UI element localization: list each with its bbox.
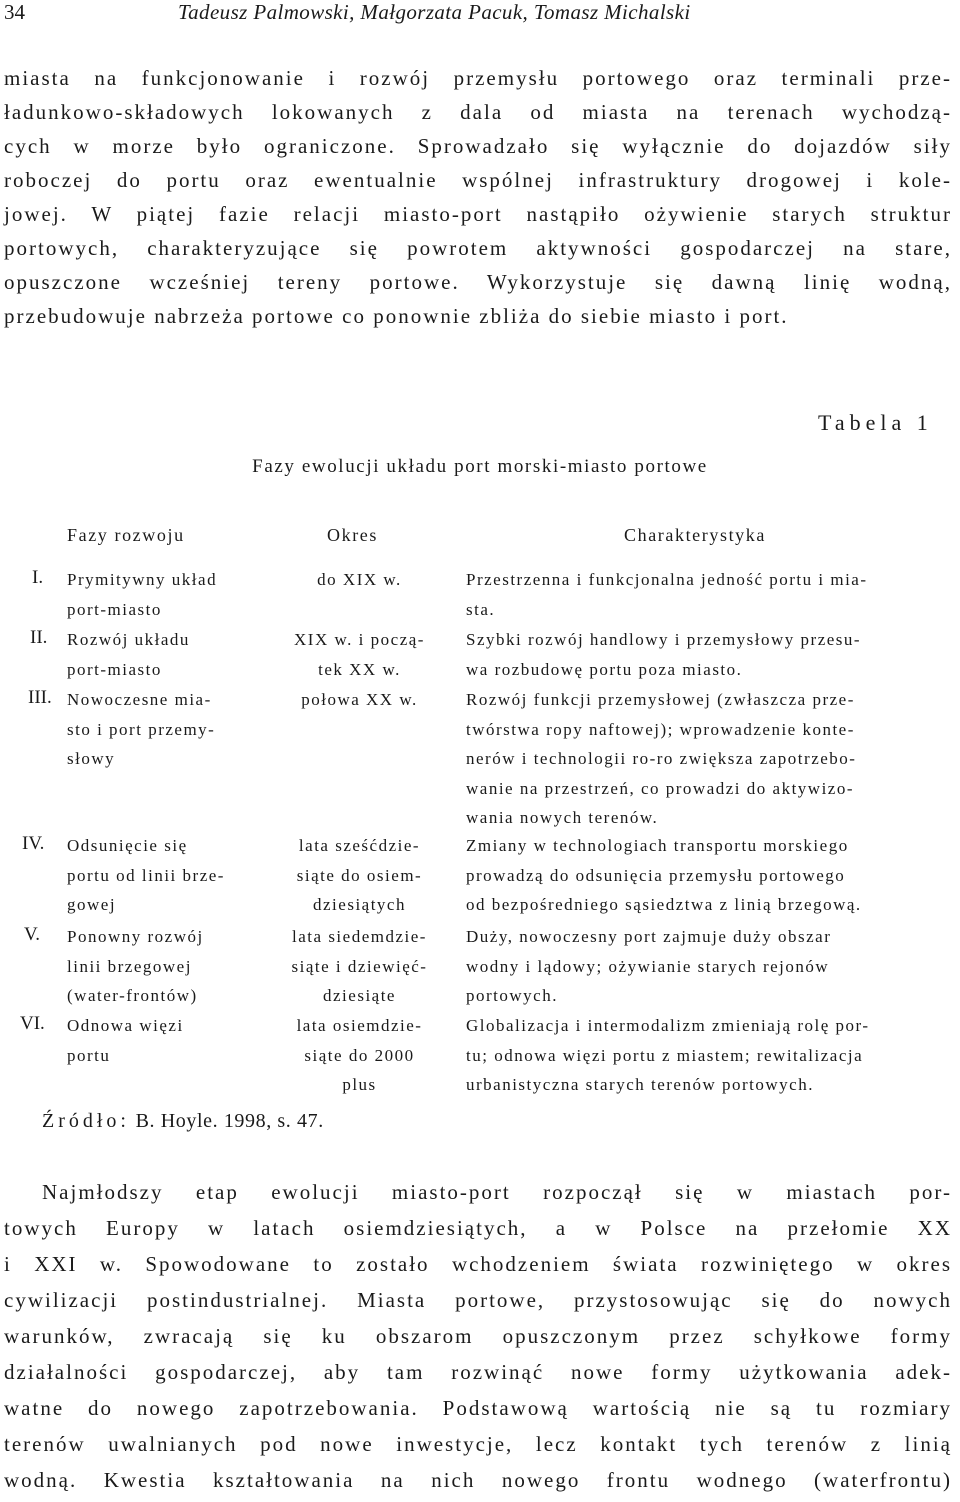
text-line: terenów uwalnianych pod nowe inwestycje, lecz kontakt tych terenów z linią — [4, 1432, 952, 1456]
text-line: wodną. Kwestia kształtowania na nich nowego frontu wodnego (waterfrontu) — [4, 1468, 952, 1492]
column-header-faza: Fazy rozwoju — [67, 525, 185, 545]
page-header — [0, 0, 960, 30]
cell-line: Rozwój układu — [67, 630, 190, 649]
cell-line: portowych. — [466, 986, 558, 1005]
cell-charakterystyka — [466, 625, 950, 684]
cell-line: słowy — [67, 749, 116, 768]
cell-line: Odsunięcie się — [67, 836, 188, 855]
cell-line: lata sześćdzie- — [298, 836, 421, 855]
text-line: działalności gospodarczej, aby tam rozwinąć nowe formy użytkowania adek- — [4, 1360, 952, 1384]
cell-line: Prymitywny układ — [67, 570, 218, 589]
cell-line: wanie na przestrzeń, co prowadzi do aktywizo- — [466, 778, 855, 798]
cell-line: gowej — [67, 895, 117, 914]
cell-okres — [262, 565, 457, 595]
cell-line: (water-frontów) — [67, 986, 198, 1005]
text-line: towych Europy w latach osiemdziesiątych, a w Polsce na przełomie XX — [4, 1216, 952, 1240]
text-line: cych w morze było ograniczone. Sprowadzało się wyłącznie do dojazdów siły — [4, 134, 952, 158]
cell-line: Globalizacja i intermodalizm zmieniają rolę por- — [466, 1016, 870, 1035]
table-label: Tabela 1 — [818, 410, 933, 435]
text-line: jowej. W piątej fazie relacji miasto-port nastąpiło ożywienie starych struktur — [4, 202, 952, 226]
text-line: roboczej do portu oraz ewentualnie wspólnej infrastruktury drogowej i kole- — [4, 168, 952, 192]
cell-line: Nowoczesne mia- — [67, 690, 212, 709]
text-line: przebudowuje nabrzeża portowe co ponownie zbliża do siebie miasto i port. — [4, 304, 789, 328]
cell-okres — [262, 831, 457, 920]
column-header-charakterystyka: Charakterystyka — [624, 525, 766, 545]
cell-line: twórstwa ropy naftowej); wprowadzenie konte- — [466, 719, 855, 739]
text-line: ładunkowo-składowych lokowanych z dala od miasta na terenach wychodzą- — [4, 100, 952, 124]
cell-line: do XIX w. — [317, 570, 402, 589]
cell-line: Szybki rozwój handlowy i przemysłowy przesu- — [466, 630, 862, 649]
cell-line: siąte do osiem- — [296, 865, 423, 885]
table-source — [42, 1110, 324, 1133]
cell-okres — [262, 685, 457, 715]
cell-line: Odnowa więzi — [67, 1016, 184, 1035]
column-header-okres: Okres — [327, 525, 378, 545]
text-line: miasta na funkcjonowanie i rozwój przemysłu portowego oraz terminali prze- — [4, 66, 952, 90]
cell-line: Zmiany w technologiach transportu morskiego — [466, 836, 849, 855]
row-number: II. — [30, 627, 48, 648]
running-head-authors: Tadeusz Palmowski, Małgorzata Pacuk, Tomasz Michalski — [178, 0, 691, 24]
cell-charakterystyka — [466, 831, 950, 920]
cell-line: nerów i technologii ro-ro zwiększa zapotrzebo- — [466, 749, 857, 768]
cell-line: siąte do 2000 — [304, 1045, 415, 1065]
cell-line: port-miasto — [67, 599, 162, 619]
cell-line: portu od linii brze- — [67, 865, 225, 885]
cell-faza — [67, 922, 257, 1011]
cell-okres — [262, 1011, 457, 1100]
cell-faza — [67, 831, 257, 920]
cell-line: tek XX w. — [318, 659, 401, 679]
cell-line: od bezpośredniego sąsiedztwa z linią brzegową. — [466, 895, 862, 914]
source-label: Źródło: — [42, 1110, 130, 1132]
table-title: Fazy ewolucji układu port morski-miasto portowe — [252, 456, 708, 477]
text-line: portowych, charakteryzujące się powrotem aktywności gospodarczej na stare, — [4, 236, 952, 260]
cell-line: sta. — [466, 599, 496, 619]
cell-line: XIX w. i począ- — [294, 630, 425, 649]
cell-line: Rozwój funkcji przemysłowej (zwłaszcza prze- — [466, 690, 855, 709]
cell-charakterystyka — [466, 922, 950, 1011]
cell-line: Duży, nowoczesny port zajmuje duży obszar — [466, 927, 832, 946]
cell-line: tu; odnowa więzi portu z miastem; rewitalizacja — [466, 1045, 864, 1065]
cell-line: wodny i lądowy; ożywianie starych rejonów — [466, 956, 830, 976]
text-line: opuszczone wcześniej tereny portowe. Wykorzystuje się dawną linię wodną, — [4, 270, 952, 294]
text-line: cywilizacji postindustrialnej. Miasta portowe, przystosowując się do nowych — [4, 1288, 952, 1312]
cell-faza — [67, 685, 257, 774]
cell-line: sto i port przemy- — [67, 719, 216, 739]
page-number: 34 — [4, 0, 25, 24]
cell-okres — [262, 922, 457, 1011]
cell-faza — [67, 625, 257, 684]
cell-line: lata siedemdzie- — [292, 927, 427, 946]
cell-line: port-miasto — [67, 659, 162, 679]
cell-okres — [262, 625, 457, 684]
cell-faza — [67, 565, 257, 624]
row-number: I. — [32, 567, 44, 588]
cell-line: siąte i dziewięć- — [291, 956, 428, 976]
row-number: VI. — [20, 1013, 45, 1034]
cell-line: Ponowny rozwój — [67, 927, 204, 946]
row-number: IV. — [22, 833, 45, 854]
cell-faza — [67, 1011, 257, 1070]
cell-line: wania nowych terenów. — [466, 808, 659, 827]
cell-charakterystyka — [466, 1011, 950, 1100]
cell-line: linii brzegowej — [67, 956, 192, 976]
source-text: B. Hoyle. 1998, s. 47. — [135, 1110, 324, 1132]
text-line: watne do nowego zapotrzebowania. Podstawową wartością nie są tu rozmiary — [4, 1396, 952, 1420]
row-number: V. — [24, 924, 41, 945]
cell-charakterystyka — [466, 565, 950, 624]
cell-line: Przestrzenna i funkcjonalna jedność portu i mia- — [466, 570, 868, 589]
cell-line: wa rozbudowę portu poza miasto. — [466, 659, 743, 679]
cell-charakterystyka — [466, 685, 950, 833]
cell-line: dziesiątych — [313, 895, 406, 914]
cell-line: dziesiąte — [323, 986, 396, 1005]
cell-line: połowa XX w. — [301, 690, 418, 709]
cell-line: urbanistyczna starych terenów portowych. — [466, 1075, 814, 1094]
row-number: III. — [28, 687, 52, 708]
text-line: Najmłodszy etap ewolucji miasto-port rozpoczął się w miastach por- — [42, 1180, 952, 1204]
cell-line: prowadzą do odsunięcia przemysłu portowego — [466, 865, 846, 885]
cell-line: portu — [67, 1045, 111, 1065]
text-line: i XXI w. Spowodowane to zostało wchodzeniem świata rozwiniętego w okres — [4, 1252, 952, 1276]
cell-line: plus — [342, 1075, 377, 1094]
text-line: warunków, zwracają się ku obszarom opuszczonym przez schyłkowe formy — [4, 1324, 952, 1348]
cell-line: lata osiemdzie- — [296, 1016, 423, 1035]
